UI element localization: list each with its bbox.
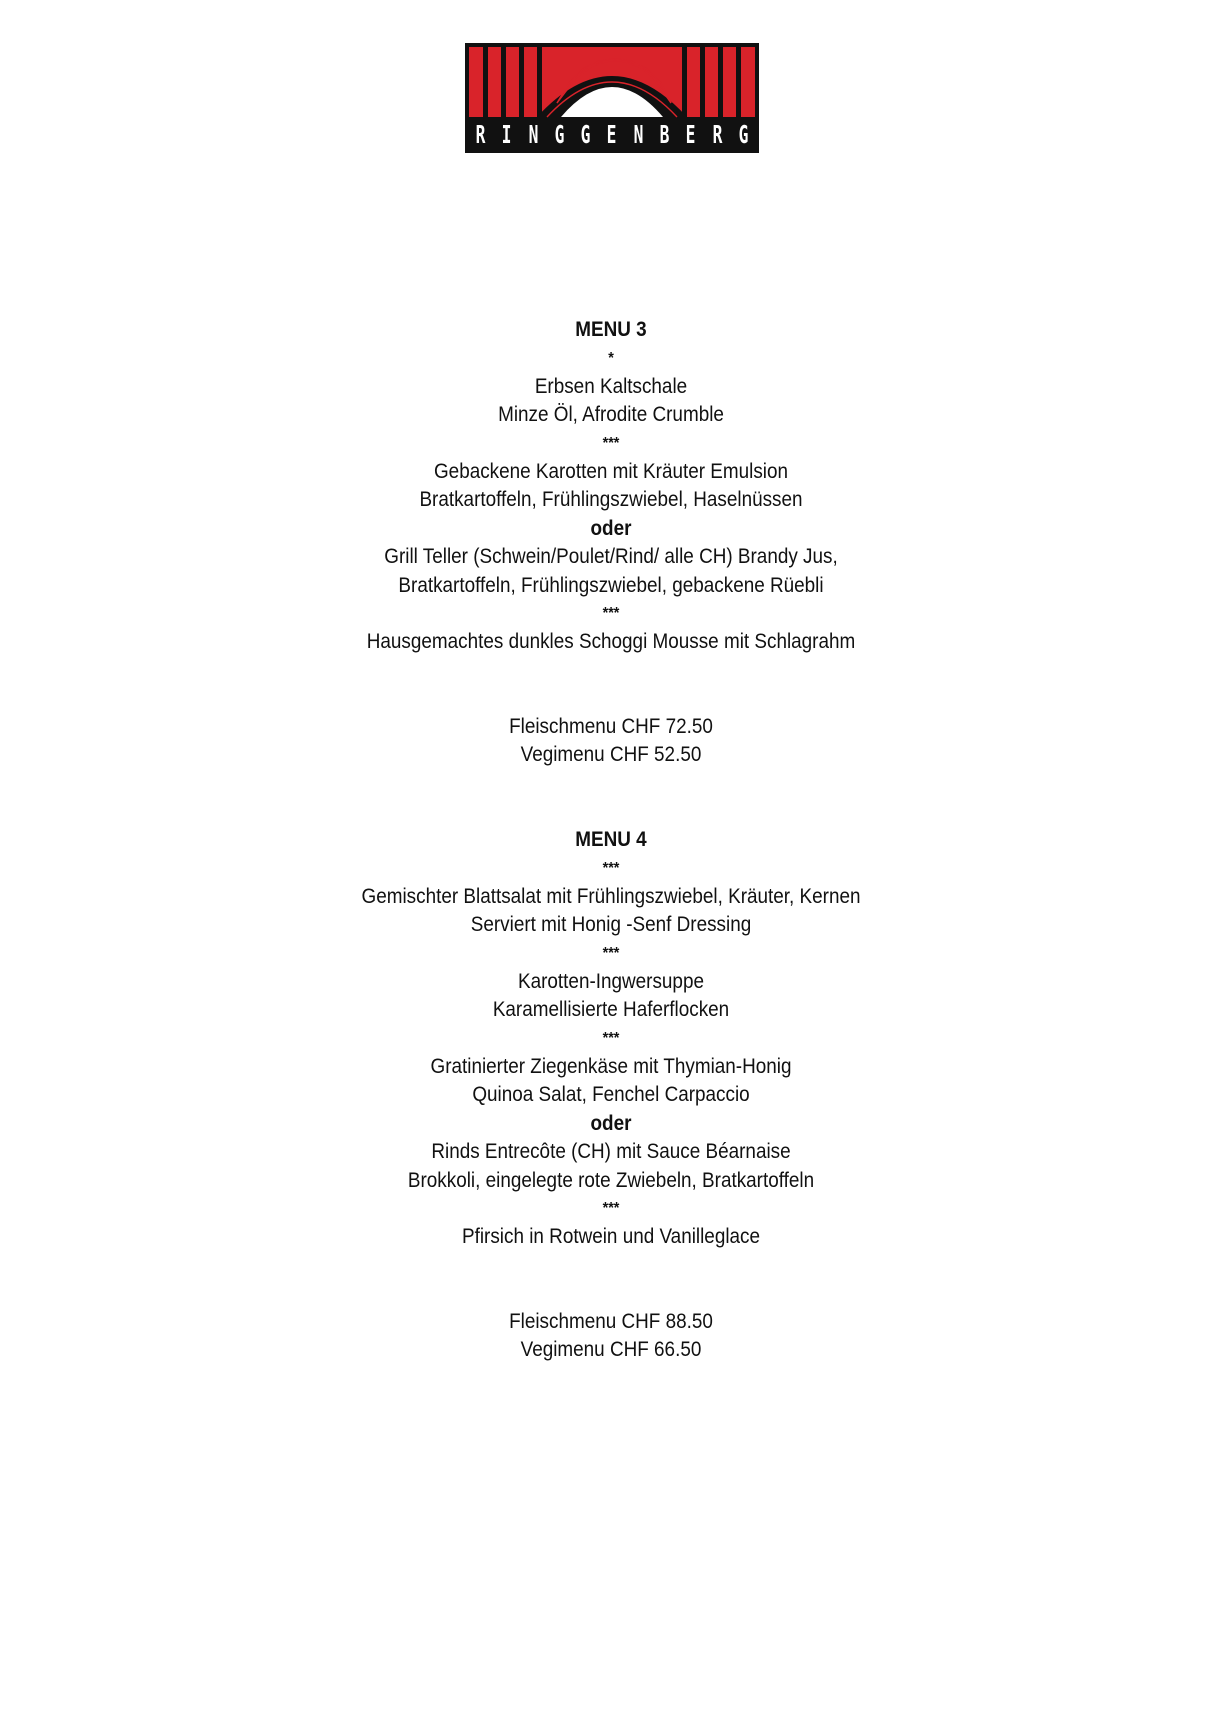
- menu-title: MENU 3: [575, 318, 647, 341]
- price-line: Vegimenu CHF 52.50: [520, 743, 702, 766]
- price-line: Fleischmenu CHF 88.50: [509, 1309, 713, 1333]
- price-line: Vegimenu CHF 66.50: [520, 1338, 702, 1361]
- logo-wordmark: [465, 119, 759, 149]
- logo-letter: R: [712, 119, 722, 149]
- course-separator: ***: [602, 859, 620, 877]
- price-line: Fleischmenu CHF 72.50: [509, 714, 713, 738]
- dish-line: Erbsen Kaltschale: [534, 374, 688, 398]
- bridge-arch-icon: [465, 43, 759, 119]
- course-separator: *: [608, 349, 614, 367]
- dish-line: Bratkartoffeln, Frühlingszwiebel, gebackene Rüebli: [398, 573, 824, 597]
- logo-letter: G: [580, 119, 591, 149]
- dish-line: Bratkartoffeln, Frühlingszwiebel, Haselnüssen: [419, 488, 803, 511]
- menu-3: [0, 316, 1222, 770]
- or-divider: oder: [590, 516, 632, 540]
- course-separator: ***: [602, 1029, 620, 1047]
- course-separator: ***: [602, 434, 620, 452]
- logo-letter: R: [475, 119, 486, 149]
- dish-line: Quinoa Salat, Fenchel Carpaccio: [472, 1083, 750, 1106]
- ringgenberg-logo: [465, 43, 759, 153]
- dish-line: Gratinierter Ziegenkäse mit Thymian-Honig: [430, 1054, 792, 1078]
- dish-line: Hausgemachtes dunkles Schoggi Mousse mit Schlagrahm: [366, 630, 856, 653]
- dish-line: Brokkoli, eingelegte rote Zwiebeln, Bratkartoffeln: [407, 1168, 815, 1192]
- course-separator: ***: [602, 1200, 620, 1217]
- logo-letter: E: [685, 119, 696, 149]
- dish-line: Pfirsich in Rotwein und Vanilleglace: [461, 1225, 761, 1248]
- logo-letter: G: [554, 119, 565, 149]
- logo-letter: G: [738, 119, 749, 149]
- dish-line: Gemischter Blattsalat mit Frühlingszwiebel, Kräuter, Kernen: [361, 884, 861, 908]
- course-separator: ***: [602, 605, 620, 622]
- dish-line: Minze Öl, Afrodite Crumble: [498, 403, 724, 426]
- logo-letter: N: [633, 119, 644, 149]
- logo-letter: B: [659, 119, 670, 149]
- menu-title: MENU 4: [575, 828, 647, 851]
- menu-4: [0, 826, 1222, 1365]
- spacer: [0, 657, 1222, 713]
- dish-line: Rinds Entrecôte (CH) mit Sauce Béarnaise: [431, 1140, 791, 1163]
- dish-line: Karamellisierte Haferflocken: [492, 998, 730, 1021]
- spacer: [0, 1252, 1222, 1308]
- dish-line: Grill Teller (Schwein/Poulet/Rind/ alle CH) Brandy Jus,: [384, 545, 838, 568]
- logo-letter: I: [501, 119, 512, 149]
- logo-letter: E: [607, 119, 617, 149]
- or-divider: oder: [590, 1111, 632, 1135]
- dish-line: Karotten-Ingwersuppe: [518, 969, 704, 993]
- dish-line: Serviert mit Honig -Senf Dressing: [470, 913, 752, 936]
- logo-letter: N: [528, 119, 538, 149]
- course-separator: ***: [602, 944, 620, 962]
- dish-line: Gebackene Karotten mit Kräuter Emulsion: [433, 459, 789, 483]
